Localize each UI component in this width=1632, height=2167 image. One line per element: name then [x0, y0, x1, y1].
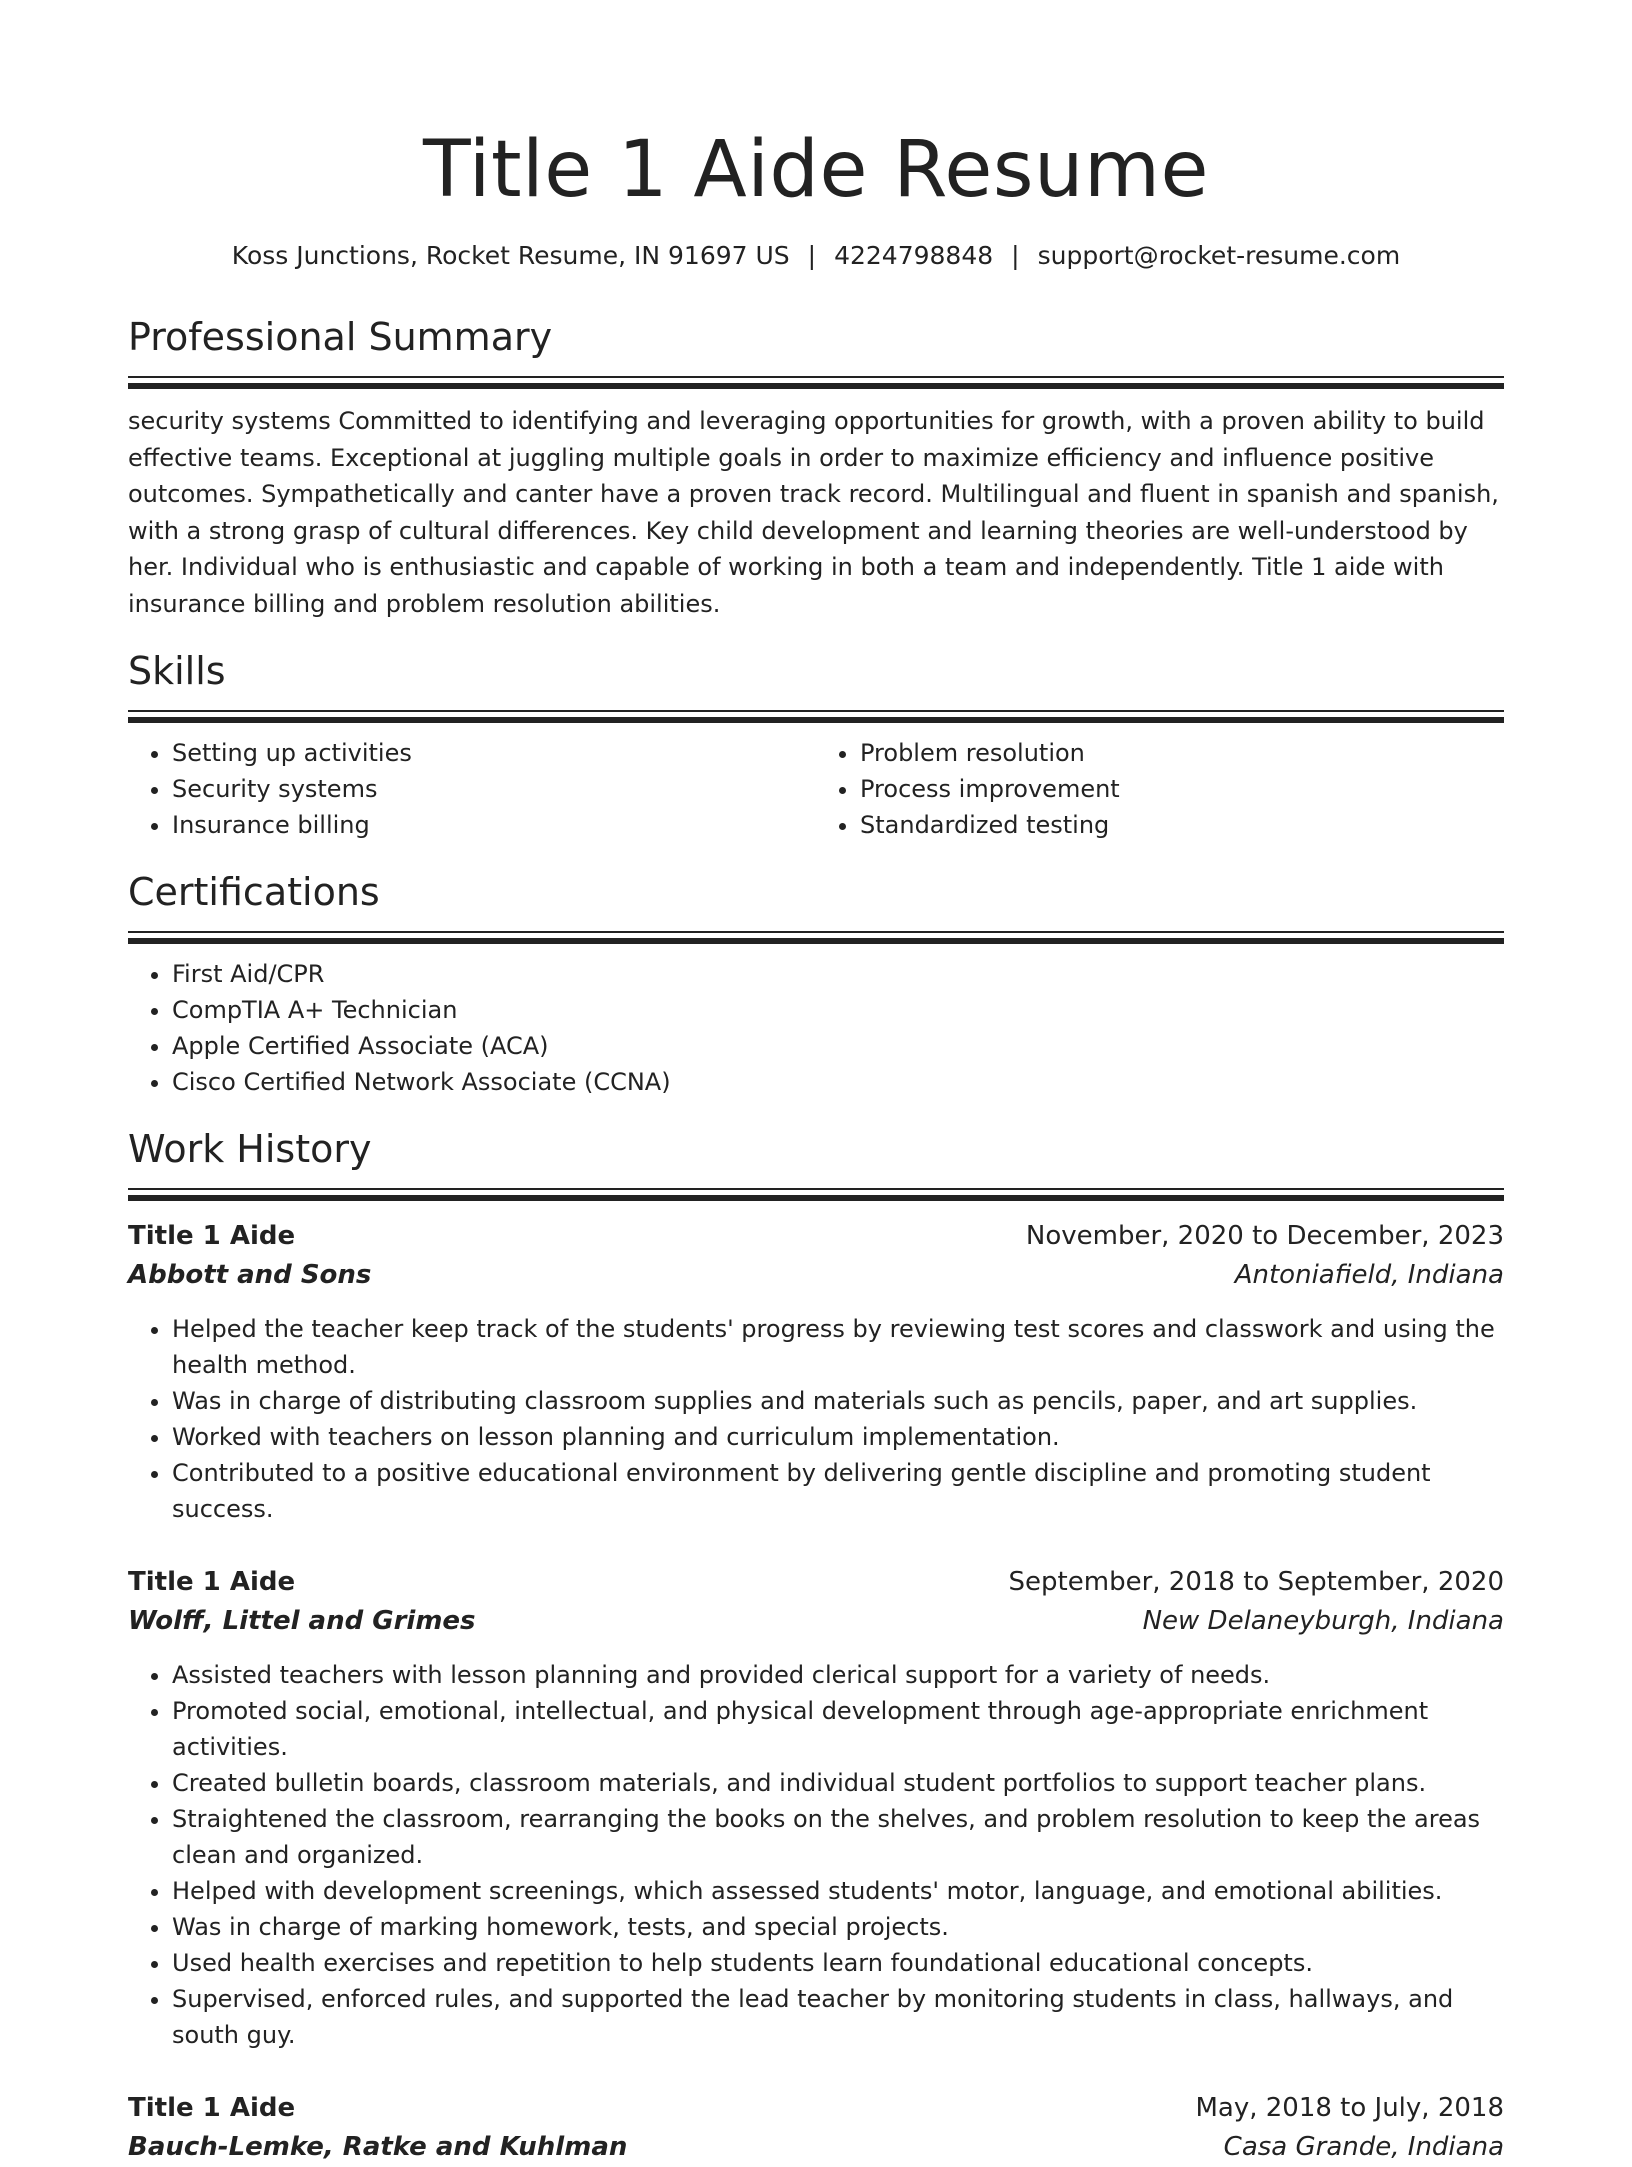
job-bullets [128, 1311, 1504, 1527]
certification-item: • CompTIA A+ Technician [172, 992, 1504, 1028]
job-bullet: • Helped with development screenings, which assessed students' motor, language, and emotional abilities. [172, 1873, 1504, 1909]
section-heading-certifications: Certifications [128, 870, 380, 914]
job-company-row [128, 2128, 1504, 2167]
job-location: Casa Grande, Indiana [1223, 2132, 1504, 2162]
job-bullet: • Helped the teacher keep track of the students' progress by reviewing test scores and classwork and using the health method. [172, 1311, 1504, 1383]
section-rule [128, 710, 1504, 712]
job-bullet: • Promoted social, emotional, intellectual, and physical development through age-appropriate enrichment activities. [172, 1693, 1504, 1765]
certification-item: • Apple Certified Associate (ACA) [172, 1028, 1504, 1064]
skills-columns [128, 723, 1504, 843]
section-rule-thick [128, 383, 1504, 389]
job-title: Title 1 Aide [128, 1221, 296, 1251]
job-header-row [128, 2089, 1504, 2128]
skill-item: • Setting up activities [172, 735, 816, 771]
job-bullet: • Was in charge of marking homework, tests, and special projects. [172, 1909, 1504, 1945]
contact-separator: | [1011, 241, 1020, 270]
job-dates: September, 2018 to September, 2020 [1008, 1567, 1504, 1597]
job-bullet: • Worked with teachers on lesson planning and curriculum implementation. [172, 1419, 1504, 1455]
job-company: Abbott and Sons [128, 1260, 372, 1290]
skills-section [128, 646, 1504, 843]
job-entry [128, 2089, 1504, 2167]
professional-summary-section [128, 312, 1504, 622]
job-location: New Delaneyburgh, Indiana [1142, 1606, 1504, 1636]
job-bullet: • Supervised, enforced rules, and supported the lead teacher by monitoring students in class, hallways, and south guy. [172, 1981, 1504, 2053]
job-entry [128, 1563, 1504, 2053]
job-header-row [128, 1563, 1504, 1602]
summary-text: security systems Committed to identifying and leveraging opportunities for growth, with a proven ability to build effective teams. Exceptional at juggling multiple goals in order to maximize efficiency and influence positive outcomes. Sympathetically and canter have a proven track record. Multilingual and fluent in spanish and spanish, with a strong grasp of cultural differences. Key child development and learning theories are well-understood by her. Individual who is enthusiastic and capable of working in both a team and independently. Title 1 aide with insurance billing and problem resolution abilities. [128, 407, 1499, 618]
skills-column-2 [816, 735, 1504, 843]
skill-item: • Standardized testing [860, 807, 1504, 843]
section-rule-thick [128, 938, 1504, 944]
job-dates: May, 2018 to July, 2018 [1195, 2093, 1504, 2123]
section-heading-skills: Skills [128, 649, 226, 693]
section-heading-summary: Professional Summary [128, 315, 553, 359]
job-bullet: • Used health exercises and repetition to help students learn foundational educational concepts. [172, 1945, 1504, 1981]
contact-address: Koss Junctions, Rocket Resume, IN 91697 US [231, 241, 790, 270]
skills-column-1 [128, 735, 816, 843]
job-location: Antoniafield, Indiana [1234, 1260, 1504, 1290]
section-rule-thick [128, 1195, 1504, 1201]
certifications-list [128, 956, 1504, 1100]
job-header-row [128, 1217, 1504, 1256]
job-company-row [128, 1602, 1504, 1641]
job-bullet: • Contributed to a positive educational environment by delivering gentle discipline and promoting student success. [172, 1455, 1504, 1527]
section-rule [128, 931, 1504, 933]
certification-item: • First Aid/CPR [172, 956, 1504, 992]
job-bullet: • Was in charge of distributing classroom supplies and materials such as pencils, paper, and art supplies. [172, 1383, 1504, 1419]
resume-title: Title 1 Aide Resume [423, 125, 1209, 215]
skill-item: • Insurance billing [172, 807, 816, 843]
job-title: Title 1 Aide [128, 2093, 296, 2123]
section-rule [128, 1188, 1504, 1190]
job-bullet: • Assisted teachers with lesson planning and provided clerical support for a variety of needs. [172, 1657, 1504, 1693]
section-heading-work-history: Work History [128, 1127, 372, 1171]
skill-item: • Process improvement [860, 771, 1504, 807]
job-bullet: • Straightened the classroom, rearranging the books on the shelves, and problem resolution to keep the areas clean and organized. [172, 1801, 1504, 1873]
job-bullets [128, 1657, 1504, 2053]
contact-line [128, 238, 1504, 274]
section-rule [128, 376, 1504, 378]
job-entry [128, 1217, 1504, 1527]
job-company: Wolff, Littel and Grimes [128, 1606, 476, 1636]
contact-separator: | [807, 241, 817, 270]
contact-phone: 4224798848 [834, 241, 994, 270]
job-bullet: • Created bulletin boards, classroom materials, and individual student portfolios to support teacher plans. [172, 1765, 1504, 1801]
skill-item: • Security systems [172, 771, 816, 807]
work-history-section [128, 1124, 1504, 2167]
job-title: Title 1 Aide [128, 1567, 296, 1597]
job-company: Bauch-Lemke, Ratke and Kuhlman [128, 2132, 628, 2162]
contact-email: support@rocket-resume.com [1037, 241, 1401, 270]
skill-item: • Problem resolution [860, 735, 1504, 771]
certifications-section [128, 867, 1504, 1100]
job-dates: November, 2020 to December, 2023 [1025, 1221, 1504, 1251]
certification-item: • Cisco Certified Network Associate (CCNA) [172, 1064, 1504, 1100]
job-company-row [128, 1256, 1504, 1295]
